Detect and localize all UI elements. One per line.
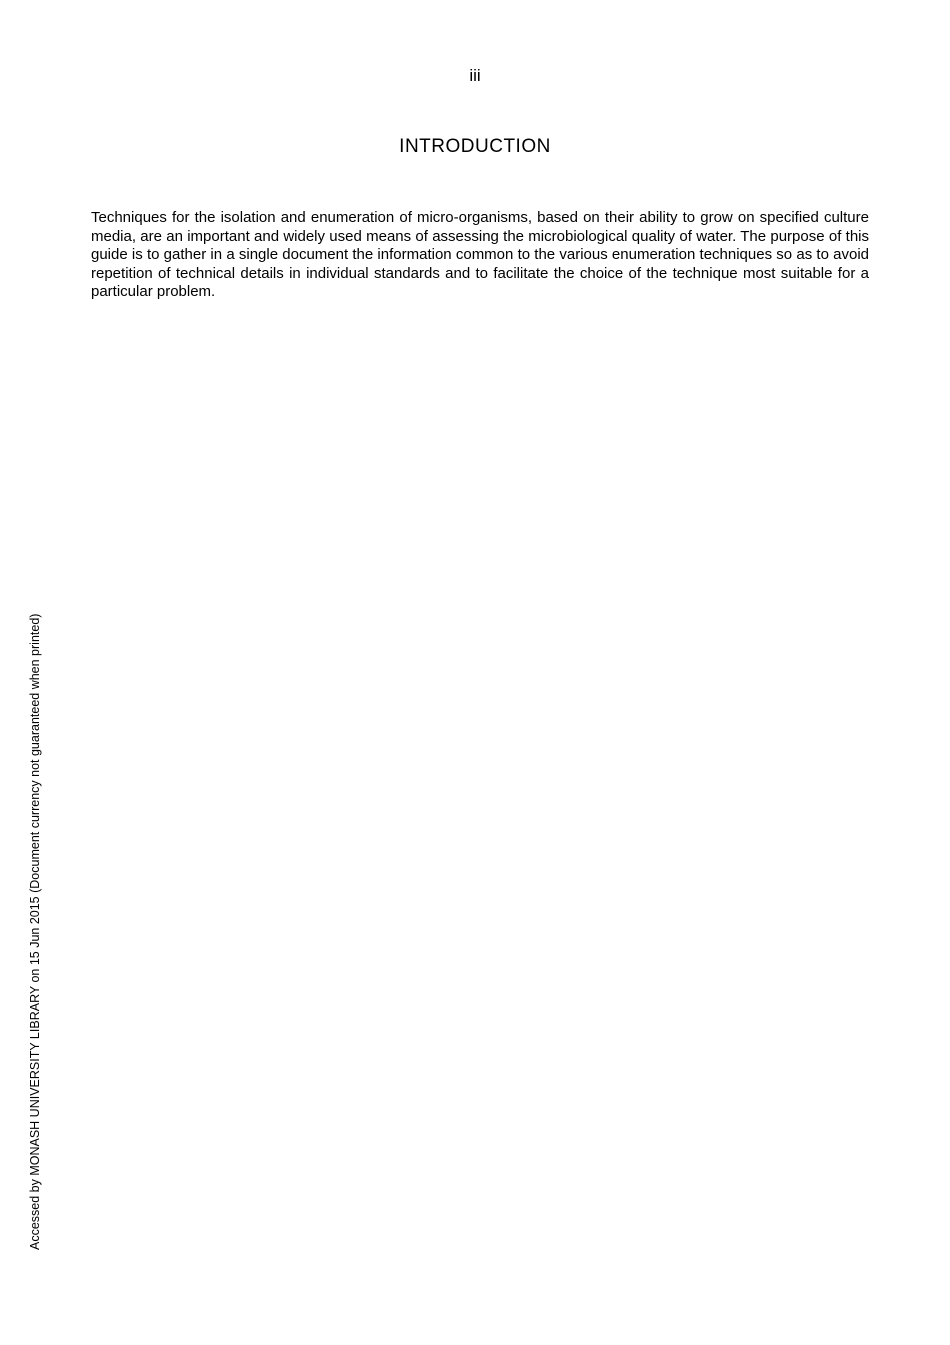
section-title: INTRODUCTION bbox=[399, 136, 551, 157]
access-watermark-note: Accessed by MONASH UNIVERSITY LIBRARY on 15 Jun 2015 (Document currency not guaranteed when printed) bbox=[28, 613, 42, 1250]
introduction-paragraph: Techniques for the isolation and enumeration of micro-organisms, based on their ability to grow on specified culture media, are an important and widely used means of assessing the microbiological quality of water. The purpose of this guide is to gather in a single document the information common to the various enumeration techniques so as to avoid repetition of technical details in individual standards and to facilitate the choice of the technique most suitable for a particular problem. bbox=[91, 209, 869, 300]
page-number: iii bbox=[469, 66, 481, 85]
